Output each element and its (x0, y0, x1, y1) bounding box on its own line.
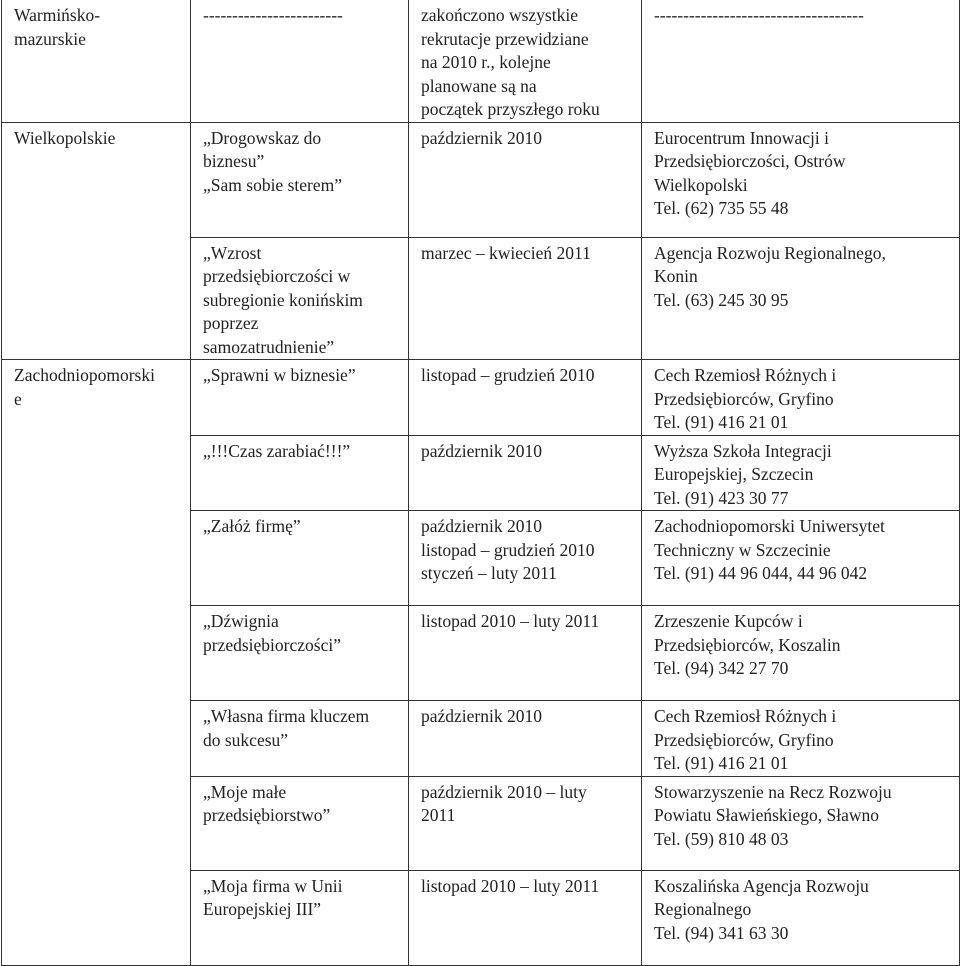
organizer-cell (642, 435, 960, 511)
organizer-text: Tel. (91) 416 21 01 (654, 753, 789, 773)
project-text: „Sprawni w biznesie” (203, 365, 356, 385)
organizer-cell (642, 360, 960, 436)
programs-table (1, 0, 960, 966)
organizer-text: Konin (654, 266, 698, 286)
project-cell (191, 237, 409, 360)
project-text: przedsiębiorstwo” (203, 805, 331, 825)
organizer-cell (642, 0, 960, 122)
organizer-text: Tel. (94) 341 63 30 (654, 922, 789, 943)
project-text: „Drogowskaz do (203, 127, 322, 148)
date-text: październik 2010 (421, 706, 542, 726)
organizer-text: ------------------------------------ (654, 5, 864, 25)
organizer-text: Techniczny w Szczecinie (654, 539, 831, 560)
project-cell (191, 870, 409, 965)
project-text: „!!!Czas zarabiać!!!” (203, 440, 351, 461)
organizer-text: Tel. (59) 810 48 03 (654, 828, 789, 849)
date-text: listopad 2010 – luty 2011 (421, 875, 600, 896)
project-text: biznesu” (203, 151, 265, 171)
date-cell (409, 606, 642, 701)
project-text: do sukcesu” (203, 729, 289, 750)
project-text: przedsiębiorczości” (203, 634, 341, 655)
organizer-text: Regionalnego (654, 899, 752, 919)
project-text: samozatrudnienie” (203, 336, 335, 357)
date-text: marzec – kwiecień 2011 (421, 242, 591, 263)
table-row (2, 360, 960, 436)
date-text: październik 2010 (421, 516, 542, 536)
organizer-cell (642, 776, 960, 870)
organizer-text: Tel. (62) 735 55 48 (654, 198, 789, 218)
project-text: Europejskiej III” (203, 899, 322, 919)
date-text: październik 2010 (421, 127, 542, 148)
organizer-text: Przedsiębiorczości, Ostrów (654, 151, 846, 171)
project-cell (191, 0, 409, 122)
organizer-text: Cech Rzemiosł Różnych i (654, 706, 837, 726)
organizer-text: Przedsiębiorców, Gryfino (654, 388, 834, 409)
organizer-text: Przedsiębiorców, Koszalin (654, 634, 841, 655)
organizer-cell (642, 511, 960, 606)
project-cell (191, 701, 409, 777)
table-row (2, 122, 960, 237)
project-text: przedsiębiorczości w (203, 266, 351, 286)
project-text: „Moja firma w Unii (203, 875, 343, 896)
date-text: 2011 (421, 805, 456, 825)
region-text: Wielkopolskie (14, 127, 116, 148)
project-text: „Sam sobie sterem” (203, 174, 342, 195)
organizer-text: Stowarzyszenie na Recz Rozwoju (654, 781, 892, 802)
project-text: „Moje małe (203, 781, 287, 802)
date-text: październik 2010 – luty (421, 781, 587, 802)
region-text: Zachodniopomorski (14, 365, 155, 385)
organizer-text: Wyższa Szkoła Integracji (654, 440, 832, 461)
date-text: zakończono wszystkie (421, 5, 578, 25)
project-cell (191, 360, 409, 436)
organizer-text: Tel. (91) 416 21 01 (654, 412, 789, 432)
organizer-cell (642, 122, 960, 237)
date-text: styczeń – luty 2011 (421, 563, 557, 583)
organizer-text: Cech Rzemiosł Różnych i (654, 365, 837, 385)
region-text: e (14, 388, 22, 409)
organizer-cell (642, 237, 960, 360)
organizer-text: Tel. (91) 423 30 77 (654, 487, 789, 508)
region-text: mazurskie (14, 28, 86, 49)
project-cell (191, 511, 409, 606)
organizer-text: Powiatu Sławieńskiego, Sławno (654, 805, 880, 825)
organizer-text: Przedsiębiorców, Gryfino (654, 729, 834, 750)
programs-table-body (2, 0, 960, 965)
region-text: Warmińsko- (14, 5, 101, 25)
project-text: subregionie konińskim (203, 289, 363, 310)
region-cell (2, 0, 191, 122)
organizer-text: Zrzeszenie Kupców i (654, 611, 803, 631)
project-text: „Dźwignia (203, 611, 279, 631)
date-text: na 2010 r., kolejne (421, 52, 551, 72)
organizer-text: Koszalińska Agencja Rozwoju (654, 875, 869, 896)
organizer-text: Tel. (91) 44 96 044, 44 96 042 (654, 563, 868, 583)
date-cell (409, 122, 642, 237)
organizer-cell (642, 606, 960, 701)
project-cell (191, 122, 409, 237)
table-row (2, 0, 960, 122)
project-text: „Własna firma kluczem (203, 706, 370, 726)
date-cell (409, 360, 642, 436)
date-cell (409, 701, 642, 777)
project-cell (191, 606, 409, 701)
date-text: rekrutacje przewidziane (421, 28, 589, 49)
organizer-text: Agencja Rozwoju Regionalnego, (654, 242, 886, 263)
date-cell (409, 776, 642, 870)
date-cell (409, 237, 642, 360)
date-cell (409, 0, 642, 122)
date-text: listopad – grudzień 2010 (421, 365, 595, 385)
project-cell (191, 435, 409, 511)
date-text: planowane są na (421, 75, 537, 96)
project-text: „Załóż firmę” (203, 516, 301, 536)
project-text: „Wzrost (203, 242, 262, 263)
organizer-text: Tel. (63) 245 30 95 (654, 289, 789, 310)
date-cell (409, 511, 642, 606)
organizer-cell (642, 870, 960, 965)
organizer-cell (642, 701, 960, 777)
organizer-text: Tel. (94) 342 27 70 (654, 658, 789, 678)
organizer-text: Zachodniopomorski Uniwersytet (654, 516, 885, 536)
organizer-text: Europejskiej, Szczecin (654, 464, 814, 484)
project-text: poprzez (203, 313, 259, 333)
region-cell (2, 122, 191, 360)
date-text: listopad – grudzień 2010 (421, 539, 595, 560)
project-text: ------------------------ (203, 5, 343, 25)
organizer-text: Wielkopolski (654, 174, 748, 195)
project-cell (191, 776, 409, 870)
date-text: początek przyszłego roku (421, 99, 600, 119)
region-cell (2, 360, 191, 966)
date-text: listopad 2010 – luty 2011 (421, 611, 600, 631)
date-cell (409, 870, 642, 965)
date-text: październik 2010 (421, 440, 542, 461)
organizer-text: Eurocentrum Innowacji i (654, 127, 829, 148)
date-cell (409, 435, 642, 511)
